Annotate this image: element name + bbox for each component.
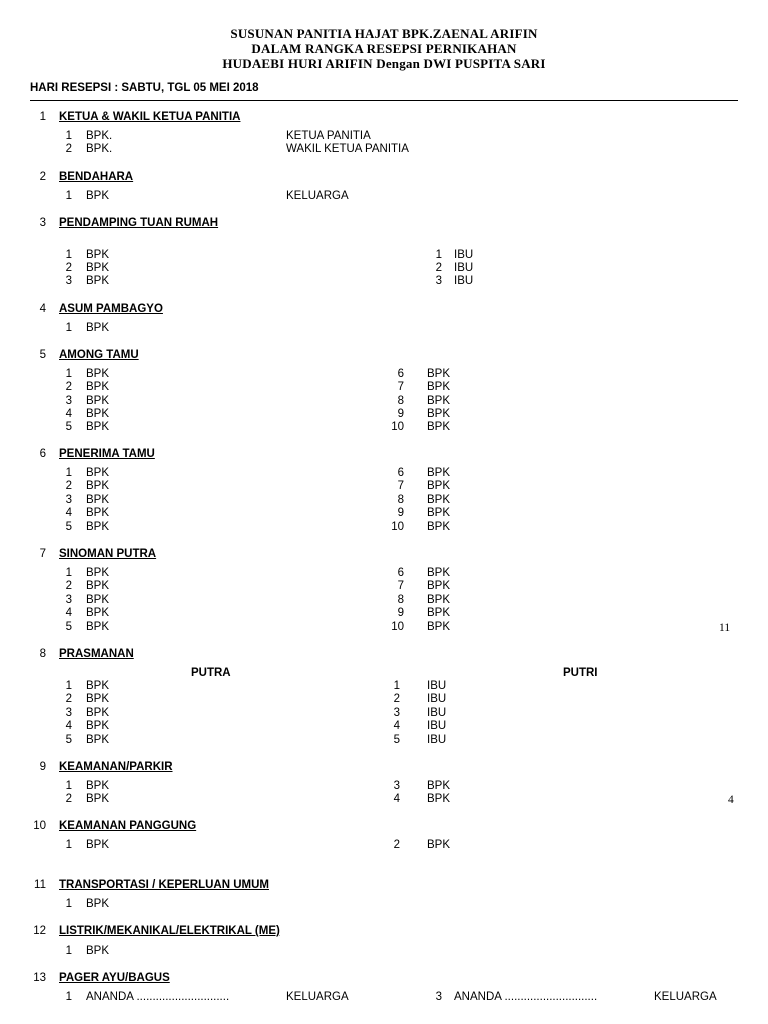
row-name: BPK bbox=[86, 421, 110, 433]
row-number: 5 bbox=[65, 734, 72, 746]
section-title-ketua: KETUA & WAKIL KETUA PANITIA bbox=[59, 111, 241, 123]
section-title-keamanan-panggung: KEAMANAN PANGGUNG bbox=[59, 820, 197, 832]
row-name: BPK bbox=[86, 395, 110, 407]
row-name: IBU bbox=[454, 249, 474, 261]
row-name: BPK bbox=[427, 368, 451, 380]
row-number: 7 bbox=[397, 580, 404, 592]
section-total: 11 bbox=[719, 622, 731, 634]
row-name: BPK bbox=[86, 408, 110, 420]
row-name: IBU bbox=[454, 262, 474, 274]
row-name: BPK bbox=[86, 594, 110, 606]
row-name: IBU bbox=[454, 275, 474, 287]
row-name: IBU bbox=[427, 693, 447, 705]
row-number: 2 bbox=[65, 143, 72, 155]
row-name: BPK bbox=[86, 621, 110, 633]
section-title-listrik: LISTRIK/MEKANIKAL/ELEKTRIKAL (ME) bbox=[59, 925, 280, 937]
section-number: 5 bbox=[39, 349, 46, 361]
row-number: 5 bbox=[65, 421, 72, 433]
row-name: IBU bbox=[427, 734, 447, 746]
row-name: BPK bbox=[427, 480, 451, 492]
row-number: 5 bbox=[65, 621, 72, 633]
row-name: BPK bbox=[427, 580, 451, 592]
section-number: 8 bbox=[39, 648, 46, 660]
row-number: 8 bbox=[397, 594, 404, 606]
row-number: 3 bbox=[393, 780, 400, 792]
row-name: BPK bbox=[86, 945, 110, 957]
row-name: BPK bbox=[427, 793, 451, 805]
row-name: ANANDA ............................. bbox=[454, 991, 598, 1003]
row-name: BPK bbox=[86, 262, 110, 274]
row-name: BPK bbox=[86, 720, 110, 732]
column-header-putri: PUTRI bbox=[563, 667, 598, 679]
row-name: BPK bbox=[86, 707, 110, 719]
row-name: BPK bbox=[86, 480, 110, 492]
row-role: KETUA PANITIA bbox=[286, 130, 371, 142]
row-name: BPK bbox=[86, 275, 110, 287]
row-number: 2 bbox=[65, 262, 72, 274]
section-number: 6 bbox=[39, 448, 46, 460]
row-name: BPK bbox=[86, 494, 110, 506]
title-line-2: DALAM RANGKA RESEPSI PERNIKAHAN bbox=[251, 41, 517, 56]
title-line-3: HUDAEBI HURI ARIFIN Dengan DWI PUSPITA SARI bbox=[222, 56, 546, 71]
row-number: 1 bbox=[65, 567, 72, 579]
row-name: BPK bbox=[86, 567, 110, 579]
row-number: 10 bbox=[391, 521, 404, 533]
row-number: 4 bbox=[65, 507, 72, 519]
row-name: BPK bbox=[86, 839, 110, 851]
row-number: 2 bbox=[65, 480, 72, 492]
row-number: 8 bbox=[397, 494, 404, 506]
row-name: BPK bbox=[86, 368, 110, 380]
row-name: BPK bbox=[427, 594, 451, 606]
row-number: 2 bbox=[65, 381, 72, 393]
row-name: BPK bbox=[86, 898, 110, 910]
row-number: 3 bbox=[65, 275, 72, 287]
section-title-bendahara: BENDAHARA bbox=[59, 171, 134, 183]
row-name: BPK bbox=[86, 467, 110, 479]
row-number: 1 bbox=[65, 945, 72, 957]
section-title-sinoman-putra: SINOMAN PUTRA bbox=[59, 548, 157, 560]
row-number: 3 bbox=[435, 275, 442, 287]
section-number: 1 bbox=[39, 111, 46, 123]
row-number: 3 bbox=[65, 594, 72, 606]
row-role: KELUARGA bbox=[654, 991, 717, 1003]
row-number: 4 bbox=[393, 720, 400, 732]
row-number: 1 bbox=[65, 839, 72, 851]
row-name: BPK bbox=[86, 607, 110, 619]
row-role: KELUARGA bbox=[286, 190, 349, 202]
row-name: BPK bbox=[427, 839, 451, 851]
row-number: 7 bbox=[397, 480, 404, 492]
row-name: BPK bbox=[86, 693, 110, 705]
row-number: 2 bbox=[65, 693, 72, 705]
row-name: BPK bbox=[86, 521, 110, 533]
section-title-penerima-tamu: PENERIMA TAMU bbox=[59, 448, 155, 460]
row-name: ANANDA ............................. bbox=[86, 991, 230, 1003]
row-number: 1 bbox=[65, 898, 72, 910]
row-role: KELUARGA bbox=[286, 991, 349, 1003]
row-number: 2 bbox=[393, 839, 400, 851]
row-name: BPK bbox=[86, 381, 110, 393]
title-line-1: SUSUNAN PANITIA HAJAT BPK.ZAENAL ARIFIN bbox=[230, 26, 538, 41]
row-number: 7 bbox=[397, 381, 404, 393]
event-day: HARI RESEPSI : SABTU, TGL 05 MEI 2018 bbox=[30, 82, 259, 94]
section-title-transportasi: TRANSPORTASI / KEPERLUAN UMUM bbox=[59, 879, 269, 891]
section-number: 7 bbox=[39, 548, 46, 560]
row-name: IBU bbox=[427, 720, 447, 732]
row-number: 10 bbox=[391, 421, 404, 433]
row-number: 8 bbox=[397, 395, 404, 407]
section-title-asum: ASUM PAMBAGYO bbox=[59, 303, 163, 315]
row-number: 1 bbox=[65, 680, 72, 692]
section-number: 12 bbox=[33, 925, 46, 937]
row-name: BPK. bbox=[86, 130, 113, 142]
row-number: 10 bbox=[391, 621, 404, 633]
section-number: 4 bbox=[39, 303, 46, 315]
row-number: 6 bbox=[397, 567, 404, 579]
row-number: 1 bbox=[65, 249, 72, 261]
row-number: 1 bbox=[435, 249, 442, 261]
row-number: 1 bbox=[65, 780, 72, 792]
section-title-among-tamu: AMONG TAMU bbox=[59, 349, 139, 361]
row-role: WAKIL KETUA PANITIA bbox=[286, 143, 409, 155]
row-number: 3 bbox=[65, 494, 72, 506]
row-name: BPK bbox=[86, 793, 110, 805]
row-number: 1 bbox=[65, 190, 72, 202]
row-number: 3 bbox=[65, 395, 72, 407]
row-number: 5 bbox=[393, 734, 400, 746]
section-total: 4 bbox=[728, 794, 734, 806]
row-number: 4 bbox=[65, 607, 72, 619]
row-name: BPK bbox=[427, 521, 451, 533]
section-number: 10 bbox=[33, 820, 46, 832]
row-name: BPK bbox=[86, 249, 110, 261]
section-title-prasmanan: PRASMANAN bbox=[59, 648, 134, 660]
row-number: 1 bbox=[393, 680, 400, 692]
row-name: BPK bbox=[86, 190, 110, 202]
column-header-putra: PUTRA bbox=[191, 667, 231, 679]
section-title-keamanan-parkir: KEAMANAN/PARKIR bbox=[59, 761, 173, 773]
row-name: BPK. bbox=[86, 143, 113, 155]
row-name: BPK bbox=[86, 780, 110, 792]
row-number: 2 bbox=[65, 580, 72, 592]
section-number: 13 bbox=[33, 972, 46, 984]
row-number: 4 bbox=[65, 408, 72, 420]
row-name: BPK bbox=[427, 780, 451, 792]
row-name: BPK bbox=[427, 621, 451, 633]
row-name: BPK bbox=[427, 507, 451, 519]
row-number: 9 bbox=[397, 607, 404, 619]
row-name: BPK bbox=[427, 607, 451, 619]
row-name: BPK bbox=[427, 421, 451, 433]
row-number: 9 bbox=[397, 408, 404, 420]
row-number: 1 bbox=[65, 130, 72, 142]
row-name: BPK bbox=[427, 408, 451, 420]
row-name: BPK bbox=[427, 467, 451, 479]
row-number: 2 bbox=[393, 693, 400, 705]
row-number: 3 bbox=[65, 707, 72, 719]
row-name: BPK bbox=[86, 580, 110, 592]
header-divider bbox=[30, 100, 738, 101]
row-number: 6 bbox=[397, 368, 404, 380]
section-title-pendamping: PENDAMPING TUAN RUMAH bbox=[59, 217, 219, 229]
section-number: 3 bbox=[39, 217, 46, 229]
row-number: 2 bbox=[65, 793, 72, 805]
row-number: 4 bbox=[65, 720, 72, 732]
row-name: BPK bbox=[86, 680, 110, 692]
row-number: 1 bbox=[65, 991, 72, 1003]
section-title-pager-ayu: PAGER AYU/BAGUS bbox=[59, 972, 170, 984]
row-number: 1 bbox=[65, 322, 72, 334]
row-number: 1 bbox=[65, 368, 72, 380]
row-number: 3 bbox=[435, 991, 442, 1003]
section-number: 9 bbox=[39, 761, 46, 773]
row-name: BPK bbox=[86, 734, 110, 746]
row-name: BPK bbox=[86, 507, 110, 519]
row-name: BPK bbox=[427, 494, 451, 506]
row-name: BPK bbox=[427, 381, 451, 393]
row-name: BPK bbox=[427, 395, 451, 407]
row-name: IBU bbox=[427, 707, 447, 719]
row-number: 4 bbox=[393, 793, 400, 805]
row-number: 2 bbox=[435, 262, 442, 274]
section-number: 2 bbox=[39, 171, 46, 183]
row-number: 5 bbox=[65, 521, 72, 533]
row-name: BPK bbox=[86, 322, 110, 334]
row-number: 3 bbox=[393, 707, 400, 719]
row-number: 6 bbox=[397, 467, 404, 479]
row-name: IBU bbox=[427, 680, 447, 692]
row-name: BPK bbox=[427, 567, 451, 579]
row-number: 9 bbox=[397, 507, 404, 519]
section-number: 11 bbox=[34, 879, 46, 891]
row-number: 1 bbox=[65, 467, 72, 479]
